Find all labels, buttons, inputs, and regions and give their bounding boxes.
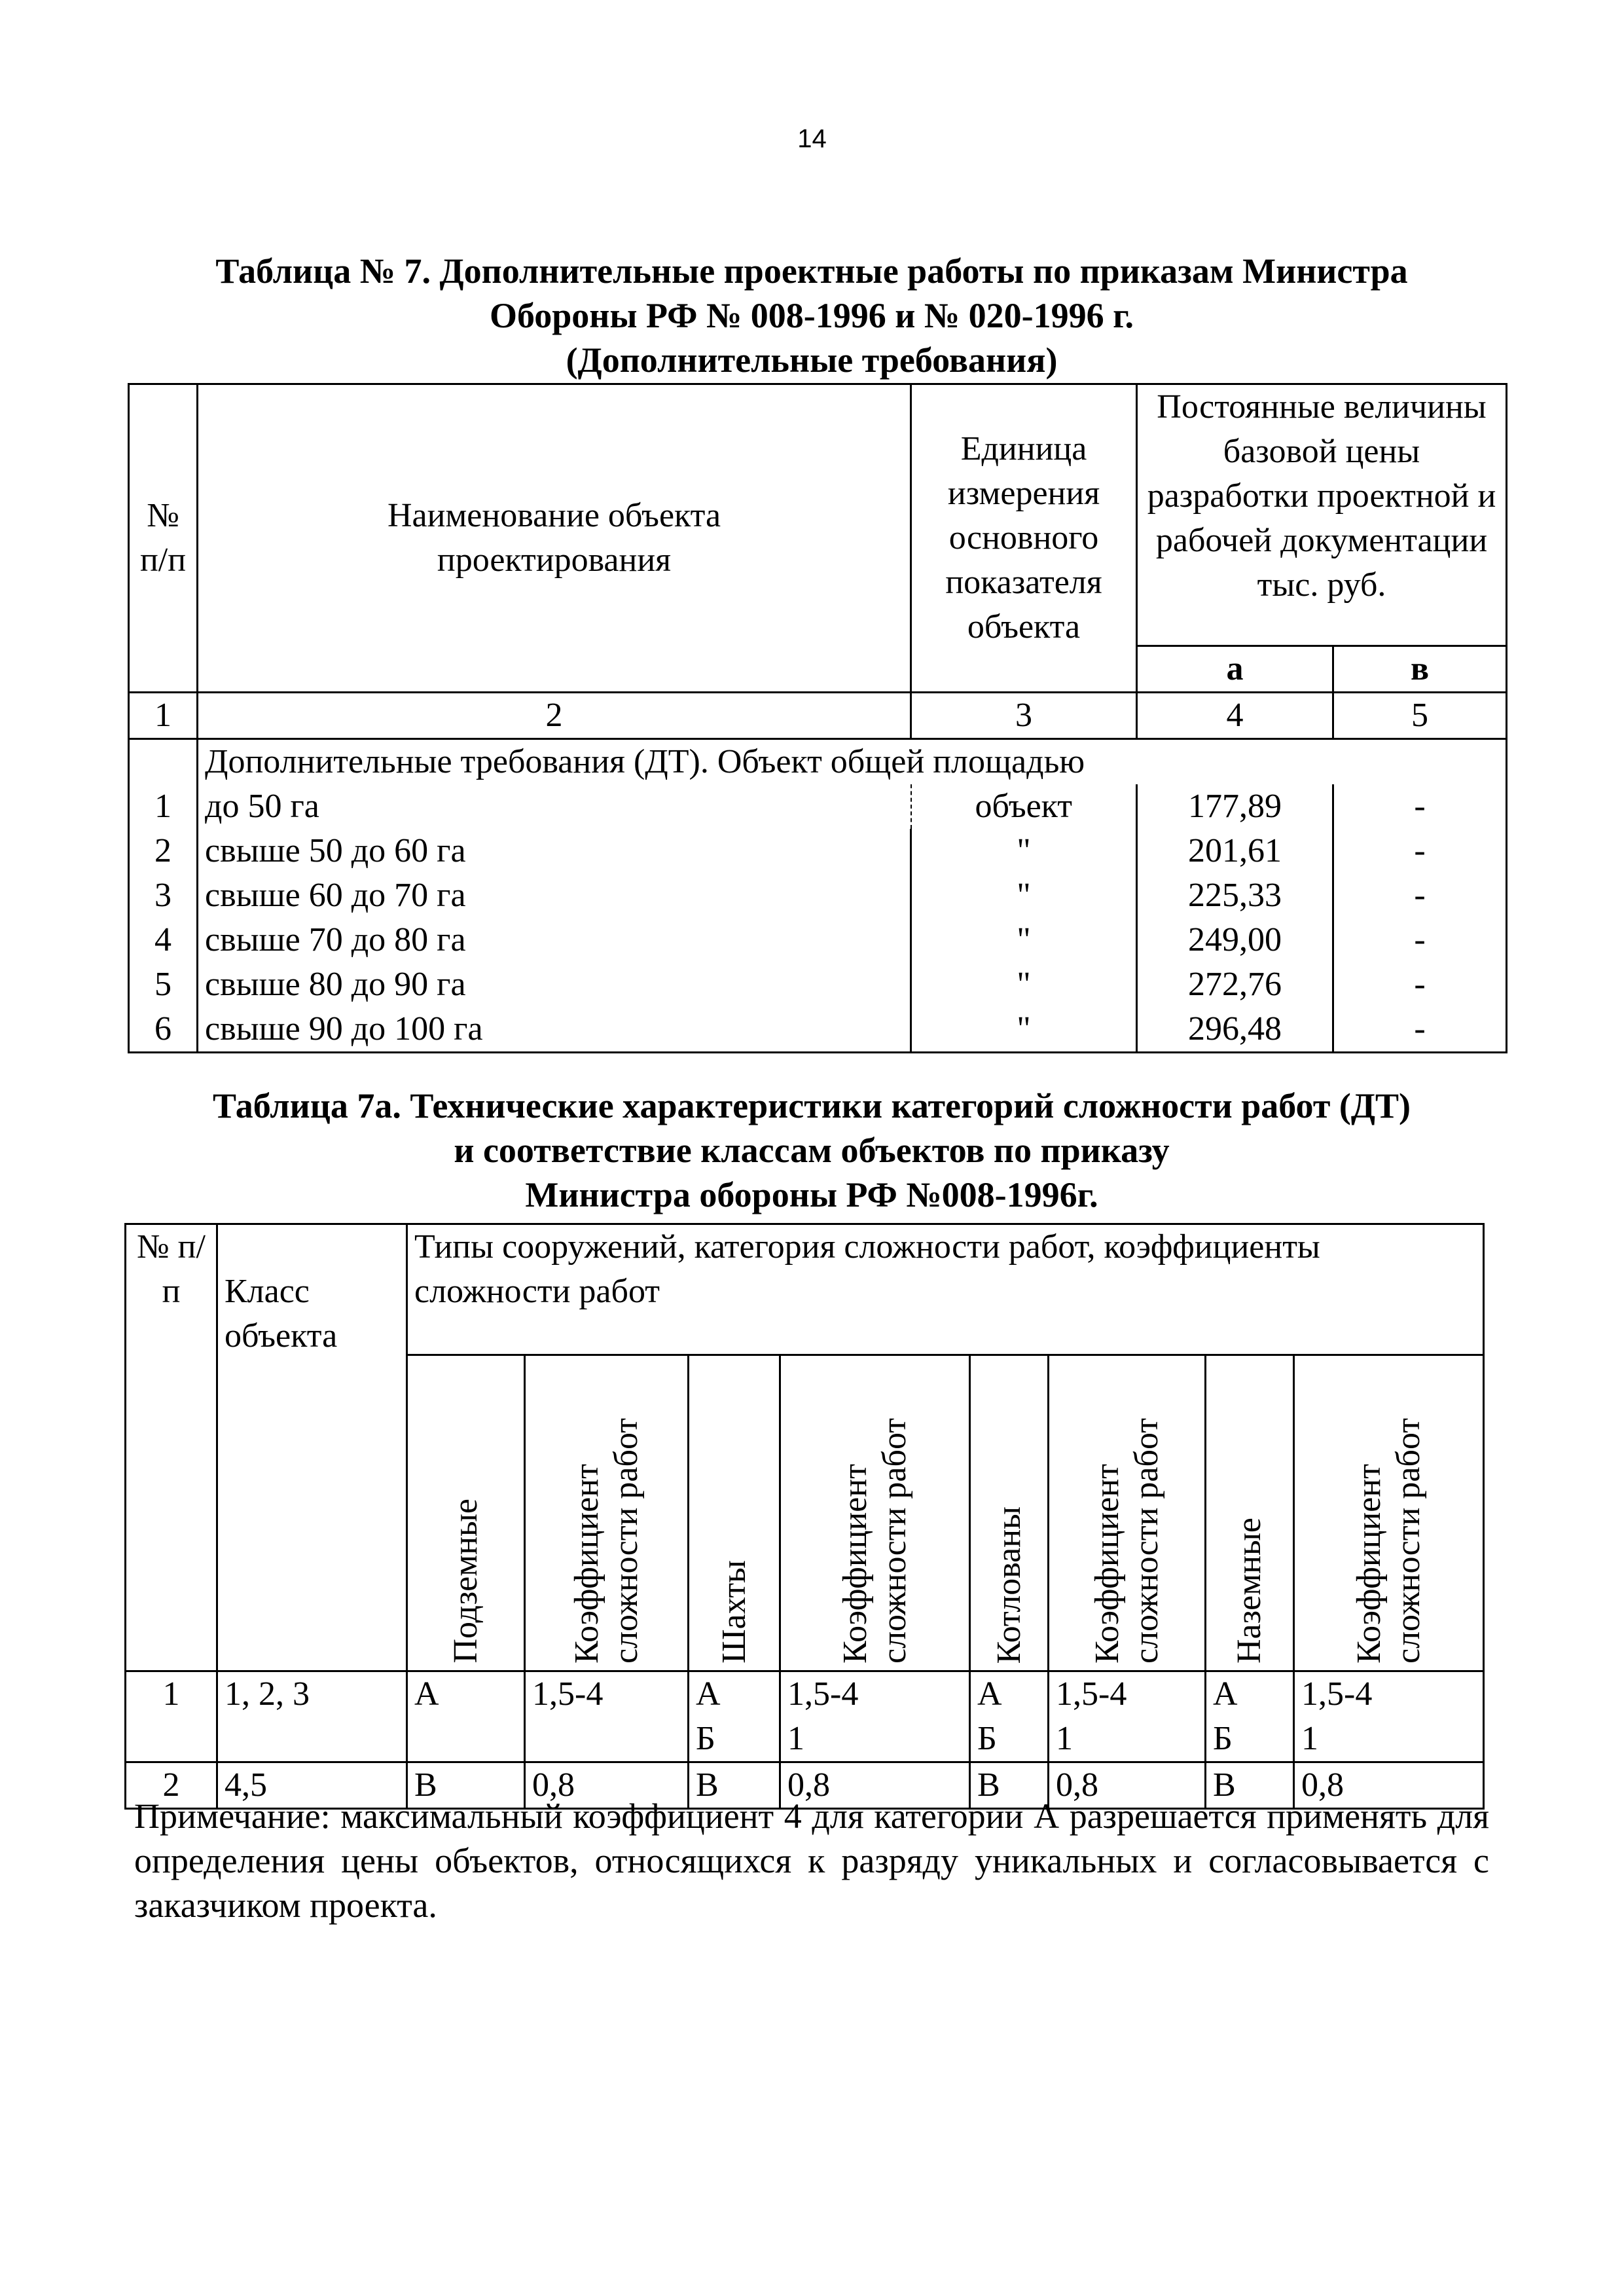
table7a-header-types: Типы сооружений, категория сложности работ, коэффициенты сложности работ — [407, 1224, 1484, 1355]
table7a-row1-coef3: 1,5-4 1 — [1049, 1671, 1206, 1762]
table7a — [124, 1223, 1485, 1810]
table7-row2-num: 2 — [129, 829, 198, 873]
table7-row4-name: свыше 70 до 80 га — [198, 918, 911, 962]
table7-row3-name: свыше 60 до 70 га — [198, 873, 911, 918]
table-row — [129, 784, 1507, 829]
table7-row1-name: до 50 га — [198, 784, 911, 829]
table7-colnum-1: 1 — [129, 693, 198, 739]
table7-header-unit: Единица измерения основного показателя объекта — [911, 384, 1137, 693]
table7-row1-num: 1 — [129, 784, 198, 829]
table7-header-price: Постоянные величины базовой цены разработки проектной и рабочей документации тыс. руб. — [1137, 384, 1507, 646]
table7-header-name: Наименование объекта проектирования — [198, 384, 911, 693]
table7-colnum-5: 5 — [1333, 693, 1507, 739]
table7-row5-num: 5 — [129, 962, 198, 1007]
table7-row1-b: - — [1333, 784, 1507, 829]
table7a-header-coef3-line1: Коэффициент — [1088, 1464, 1126, 1664]
table7a-row1-cat4: А Б — [1206, 1671, 1294, 1762]
table7-row1-a: 177,89 — [1137, 784, 1333, 829]
table7-caption-line1: Таблица № 7. Дополнительные проектные работы по приказам Министра — [215, 251, 1408, 291]
table7a-row2-class: 4,5 — [217, 1762, 407, 1809]
table7-header-col-b: в — [1333, 646, 1507, 693]
table7a-row2-cat1: В — [407, 1762, 525, 1809]
table7a-row1-coef1: 1,5-4 — [525, 1671, 689, 1762]
table7-row5-name: свыше 80 до 90 га — [198, 962, 911, 1007]
table7-row3-b: - — [1333, 873, 1507, 918]
table7-row4-a: 249,00 — [1137, 918, 1333, 962]
table7-row6-num: 6 — [129, 1007, 198, 1053]
table7-caption-line3: (Дополнительные требования) — [566, 340, 1058, 380]
table7-row6-b: - — [1333, 1007, 1507, 1053]
table7a-caption — [131, 1084, 1492, 1217]
table7-row2-a: 201,61 — [1137, 829, 1333, 873]
page-number: 14 — [797, 124, 827, 153]
table-row — [129, 918, 1507, 962]
table7a-caption-line3: Министра обороны РФ №008-1996г. — [525, 1175, 1098, 1214]
note: Примечание: максимальный коэффициент 4 для категории А разрешается применять для определения цены объектов, относящихся к разряду уникальных и согласовывается с заказчиком проекта. — [134, 1796, 1489, 1925]
table7a-row1-cat2: А Б — [689, 1671, 780, 1762]
table7a-header-coef3-line2: сложности работ — [1127, 1418, 1165, 1664]
table7-header-col-a: а — [1137, 646, 1333, 693]
table7-row4-num: 4 — [129, 918, 198, 962]
table7a-row2-cat2: В — [689, 1762, 780, 1809]
table7a-header-t1: Подземные — [446, 1499, 484, 1664]
table-row — [129, 829, 1507, 873]
table7a-header-coef4-line1: Коэффициент — [1350, 1464, 1388, 1664]
table7-caption — [131, 249, 1492, 382]
table7a-header-t2: Шахты — [715, 1560, 753, 1664]
table7-row3-num: 3 — [129, 873, 198, 918]
table7a-header-coef2-line2: сложности работ — [875, 1418, 913, 1664]
table7a-row1-cat1: А — [407, 1671, 525, 1762]
table7-row5-b: - — [1333, 962, 1507, 1007]
table7-row6-a: 296,48 — [1137, 1007, 1333, 1053]
table7-group-title: Дополнительные требования (ДТ). Объект общей площадью — [198, 739, 1507, 785]
table7-row3-unit: " — [911, 873, 1137, 918]
table7a-row1-coef2: 1,5-4 1 — [780, 1671, 970, 1762]
table7-row4-unit: " — [911, 918, 1137, 962]
table7-row5-a: 272,76 — [1137, 962, 1333, 1007]
table-row — [129, 873, 1507, 918]
table7-header-num: № п/п — [129, 384, 198, 693]
table-row — [129, 1007, 1507, 1053]
table7a-row2-coef4: 0,8 — [1294, 1762, 1484, 1809]
table7a-row2-cat3: В — [970, 1762, 1049, 1809]
table7a-header-coef1-line1: Коэффициент — [568, 1464, 605, 1664]
table7-row2-b: - — [1333, 829, 1507, 873]
table7-colnum-2: 2 — [198, 693, 911, 739]
table7-row4-b: - — [1333, 918, 1507, 962]
table7a-header-t3: Котлованы — [990, 1506, 1028, 1664]
table-row — [129, 962, 1507, 1007]
table7-row1-unit: объект — [911, 784, 1137, 829]
table7a-header-coef2-line1: Коэффициент — [836, 1464, 874, 1664]
table7a-row2-coef3: 0,8 — [1049, 1762, 1206, 1809]
table7a-header-t4: Наземные — [1231, 1517, 1268, 1664]
table7-row2-unit: " — [911, 829, 1137, 873]
table7-row6-unit: " — [911, 1007, 1137, 1053]
table7-row3-a: 225,33 — [1137, 873, 1333, 918]
table7a-row2-coef2: 0,8 — [780, 1762, 970, 1809]
table7-row5-unit: " — [911, 962, 1137, 1007]
table7a-row2-num: 2 — [126, 1762, 217, 1809]
table7 — [128, 383, 1507, 1053]
table7-colnum-4: 4 — [1137, 693, 1333, 739]
table7a-row1-num: 1 — [126, 1671, 217, 1762]
table7a-row1-cat3: А Б — [970, 1671, 1049, 1762]
table7-caption-line2: Обороны РФ № 008-1996 и № 020-1996 г. — [489, 296, 1134, 335]
table-row — [126, 1671, 1484, 1762]
table7a-caption-line2: и соответствие классам объектов по приказу — [454, 1131, 1170, 1170]
table7a-header-num: № п/п — [126, 1224, 217, 1671]
table7-colnum-3: 3 — [911, 693, 1137, 739]
table7a-row1-coef4: 1,5-4 1 — [1294, 1671, 1484, 1762]
table7a-row2-cat4: В — [1206, 1762, 1294, 1809]
table7-row6-name: свыше 90 до 100 га — [198, 1007, 911, 1053]
table7a-caption-line1: Таблица 7а. Технические характеристики категорий сложности работ (ДТ) — [213, 1086, 1411, 1125]
table7a-header-class: Класс объекта — [217, 1224, 407, 1671]
table7a-row2-coef1: 0,8 — [525, 1762, 689, 1809]
table7a-header-coef4-line2: сложности работ — [1389, 1418, 1427, 1664]
table7a-row1-class: 1, 2, 3 — [217, 1671, 407, 1762]
table7a-header-coef1-line2: сложности работ — [607, 1418, 645, 1664]
table7-row2-name: свыше 50 до 60 га — [198, 829, 911, 873]
